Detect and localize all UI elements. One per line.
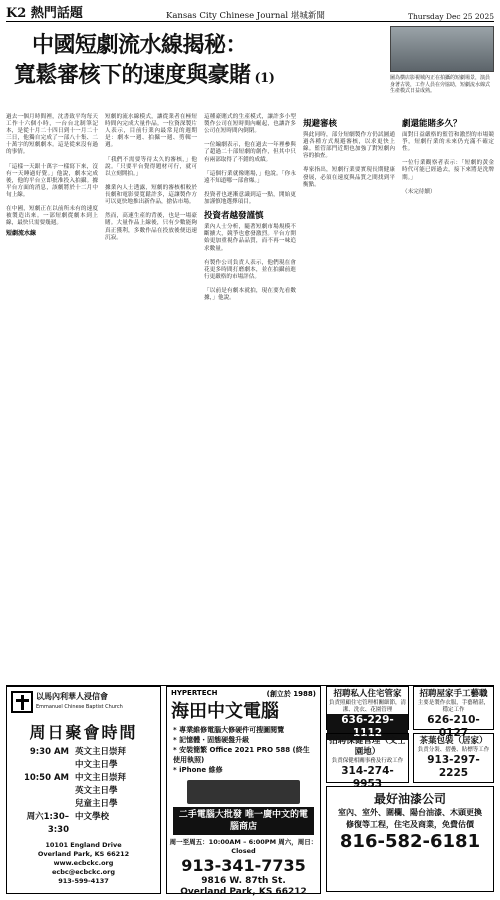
ad-title: 招聘保健管理（文士園地） — [329, 736, 406, 757]
ad-title: 茶葉包裝（居家） — [419, 736, 488, 746]
service-title: 周日聚會時間 — [29, 723, 138, 742]
article-column-3: 這種豪賭式的生產模式，讓許多小型製作公司在短時間內崛起，也讓許多公司在短時間內倒閉。 一位編劇表示，他在過去一年裡參與了超過二十部短劇的創作，但其中只有兩部取得了不錯的成績。 「這個行業就像賭場，」他說。「你永遠不知道哪一部會爆。」 投資者也逐漸意識到這一點，開始更加謹慎地選擇項目。 投資者越發謹慎 業內人士分析，隨著短劇市場規模不斷擴大，競爭也愈發激烈。平台方開始更加重視作品品質，而不再一味追求數量。 有製作公司負責人表示，他們現在會花更多時間打磨劇本，並在拍攝前進行更嚴格的市場評估。 「以前是有劇本就拍，現在要先看數據，」他說。 — [204, 114, 296, 302]
schedule-row: 英文主日學 — [75, 786, 118, 796]
church-address: 10101 England Drive Overland Park, KS 66212 — [37, 841, 130, 858]
schedule-row: 9:30 AM 英文主日崇拜 — [29, 747, 127, 757]
ad-title: 最好油漆公司 — [373, 792, 446, 806]
store-hours: 周一至周五：10:00AM – 6:00PM 周六，周日：Closed — [169, 838, 318, 855]
laptop-icon — [187, 780, 300, 804]
section-title: K2 熱門話題 — [6, 6, 83, 21]
classified-ad — [326, 733, 409, 790]
ad-phone: 626-210-0127 — [427, 714, 480, 739]
ad-title: 招聘屋家手工藝職 — [419, 689, 488, 699]
schedule-row: 10:50 AM 中文主日崇拜 — [23, 773, 127, 783]
classified-ad — [326, 686, 409, 739]
church-website[interactable]: www.ecbckc.org — [53, 859, 114, 867]
schedule-row: 周六1:30–3:30 中文學校 — [26, 812, 110, 835]
service-item: * iPhone 維修 — [173, 765, 314, 775]
issue-date: Thursday Dec 25 2025 — [407, 12, 494, 21]
classified-ad — [413, 733, 494, 783]
subheading: 劇還能賭多久？ — [402, 119, 462, 129]
byline: 短劇流水線 — [6, 229, 37, 237]
store-phone: 913-341-7735 — [181, 856, 306, 875]
church-phone: 913-599-4137 — [58, 877, 109, 885]
article-column-2: 短劇的流水線模式，讓從業者在極短時間內完成大量作品。一位資深製片人表示，目前行業內最常見的週期是：劇本一週、拍攝一週、剪輯一週。 「我們不需要等待太久的審核，」他說。「只要平台覺得題材可行，就可以立刻開拍。」 據業內人士透露，短劇的審核相較於長劇和電影要寬鬆許多，這讓製作方可以更快地推出新作品，搶佔市場。 然而，高速生產的背後，也是一場豪賭。大量作品上線後，只有少數能夠真正獲利，多數作品在投放後便迅速沉寂。 — [105, 114, 197, 241]
ad-phone: 913-297-2225 — [427, 754, 480, 779]
church-name-en: Emmanuel Chinese Baptist Church — [36, 704, 123, 710]
church-logo — [7, 687, 160, 717]
subheading: 投資者越發謹慎 — [204, 211, 264, 222]
ad-title: 招聘私人住宅管家 — [333, 689, 402, 699]
ad-phone: 636-229-1112 — [327, 714, 408, 740]
headline — [14, 30, 394, 110]
article-column-5: 劇還能賭多久？ 面對日益嚴格的監管和激烈的市場競爭，短劇行業的未來仍充滿不確定性。 一位行業觀察者表示：「短劇的黃金時代可能已經過去，接下來將是洗牌期。」 （未完待續） — [402, 119, 494, 195]
ad-desc: 主要是製作衣服，手藝精湛，穩定工作 — [417, 700, 490, 713]
subheading: 規避審核 — [303, 119, 338, 129]
store-address: 9816 W. 87th St. Overland Park, KS 66212 — [180, 876, 307, 897]
est-year: (創立於 1988) — [266, 690, 316, 698]
service-item: * 專業維修電腦大修硬件可搜圖閱覽 — [173, 725, 314, 735]
article-column-4: 規避審核 與此同時，部分短劇製作方仍試圖通過各種方式規避審核，以求更快上線。監管部門近期也加強了對短劇內容的抽查。 專家指出，短劇行業要實現長期健康發展，必須在速度與品質之間找到平衡點。 — [303, 119, 395, 188]
newspaper-name: Kansas City Chinese Journal 堪城新聞 — [165, 11, 325, 21]
part-number: (1) — [254, 71, 275, 86]
service-item: * 安裝簡繁 Office 2021 PRO 588 (終生使用執照) — [173, 745, 314, 765]
church-ad — [6, 686, 161, 894]
ad-desc: 負責保健相關事務及行政工作 — [331, 758, 404, 764]
article-body — [6, 114, 494, 684]
ad-phone: 816-582-6181 — [339, 831, 481, 852]
brand-tag: HYPERTECH — [171, 689, 218, 697]
schedule-row: 中文主日學 — [75, 760, 118, 770]
painting-company-ad — [326, 786, 494, 892]
ad-desc: 負責照顧住宅管理相關細節，清潔、洗衣、花園管理 — [329, 700, 407, 713]
news-photo — [390, 26, 494, 72]
ad-desc: 室內、室外、圍欄、陽台油漆、木頭更換 — [338, 808, 482, 817]
page-header — [6, 4, 494, 22]
cross-icon — [11, 691, 33, 713]
ad-phone: 314-274-9953 — [341, 765, 394, 790]
classified-ad — [413, 686, 494, 739]
ads-section — [6, 685, 494, 896]
computer-store-ad — [166, 686, 321, 897]
ad-desc: 負責分裝、摺疊、貼標等工作 — [417, 747, 490, 753]
headline-line-1: 中國短劇流水線揭秘： — [32, 32, 248, 58]
headline-line-2: 寬鬆審核下的速度與豪賭 (1) — [14, 62, 275, 88]
store-name: 海田中文電腦 — [171, 701, 279, 722]
article-column-1: 過去一個月時間裡，沈書致平均每天工作十六個小時，一台台北制筆記本，是從十月二十四日到十一月二十三日，他獨自完成了一部八十集、二十萬字的短劇劇本。這是從來沒有過的事情。 「這樣一天跟十萬字一樣寫下來，沒有一天睡過好覺。」他說，劇本完成後，他的平台立即批准投入拍攝。據平台方面的消息，該劇將於十二月中旬上線。 在中國，短劇正在以前所未有的速度被製造出來。一部短劇從劇本到上線，最快只需要幾週。 短劇流水線 — [6, 114, 98, 237]
promo-banner: 二手電腦大批發 唯一廣中文的電腦商店 — [173, 807, 314, 835]
schedule-row: 兒童主日學 — [75, 799, 118, 809]
photo-caption: 圖為横店影視城內正在拍攝的短劇場景，演員身著古裝，工作人員在旁協助，短劇流水線式生產模式日益成熟。 — [390, 75, 491, 95]
service-item: * 記憶體・固態硬盤升級 — [173, 735, 314, 745]
church-email[interactable]: ecbc@ecbckc.org — [51, 868, 115, 876]
church-name-cn: 以馬內利華人浸信會 — [36, 692, 108, 701]
service-list — [167, 723, 320, 777]
ad-desc-2: 修復等工程，住宅及商業，免費估價 — [346, 820, 474, 829]
